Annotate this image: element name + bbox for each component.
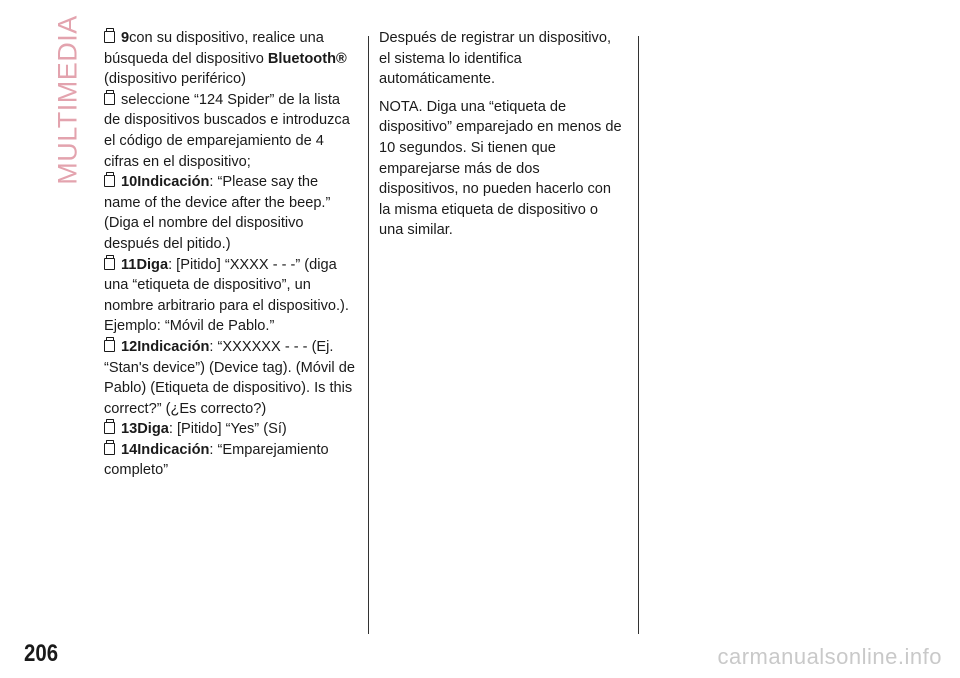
watermark: carmanualsonline.info [717,644,942,669]
step-text: con su dispositivo, realice una búsqueda del dispositivo [104,30,324,67]
list-item [104,440,356,481]
step-text: : [Pitido] “XXXX - - -” (diga una “etiqueta de dispositivo”, un nombre arbitrario para el dispositivo.). Ejemplo: “Móvil de Pablo.” [104,256,349,335]
list-item [104,419,356,440]
step-text: : [Pitido] “Yes” (Sí) [168,421,287,438]
step-text: seleccione “124 Spider” de la lista de dispositivos buscados e introduzca el código de emparejamiento de 4 cifras en el dispositivo; [104,91,350,170]
step-text: : “XXXXXX - - - (Ej. “Stan's device”) (Device tag). (Móvil de Pablo) (Etiqueta de dispositivo). Is this correct?” (¿Es correcto?) [104,338,355,417]
paragraph: Después de registrar un dispositivo, el sistema lo identifica automáticamente. [379,30,611,88]
step-bullet-icon [104,422,115,434]
list-item [104,172,356,254]
step-number: 12 [121,338,138,355]
note-paragraph: NOTA. Diga una “etiqueta de dispositivo” emparejado en menos de 10 segundos. Si tienen que emparejarse más de dos dispositivos, no pueden hacerlo con la misma etiqueta de dispositivo o una similar. [379,98,622,239]
step-number: 14 [121,441,138,458]
section-title: MULTIMEDIA [52,15,83,185]
step-bullet-icon [104,443,115,455]
step-text: : “Please say the name of the device after the beep.” (Diga el nombre del dispositivo después del pitido.) [104,174,331,252]
step-number: 13 [121,421,138,438]
left-column [104,28,356,481]
step-bold-text: Bluetooth® [267,50,347,67]
list-item [104,90,356,172]
section-tab [52,15,83,185]
step-keyword: Diga [137,421,169,438]
step-bullet-icon [104,31,115,43]
step-number: 9 [121,30,130,46]
step-text-suffix: (dispositivo periférico) [104,71,246,88]
step-bullet-icon [104,175,115,187]
right-column [379,28,623,248]
list-item [104,337,356,419]
column-divider-left [368,36,369,634]
column-divider-right [638,36,639,634]
step-bullet-icon [104,340,115,352]
step-number: 11 [121,256,137,273]
step-number: 10 [121,174,138,191]
step-keyword: Indicación [137,338,210,355]
step-keyword: Diga [136,256,169,273]
step-keyword: Indicación [137,441,210,458]
step-bullet-icon [104,93,115,105]
page-number: 206 [24,640,59,667]
step-keyword: Indicación [137,174,210,191]
step-text: : “Emparejamiento completo” [104,441,329,479]
list-item [104,28,356,90]
list-item [104,255,356,337]
step-bullet-icon [104,258,115,270]
